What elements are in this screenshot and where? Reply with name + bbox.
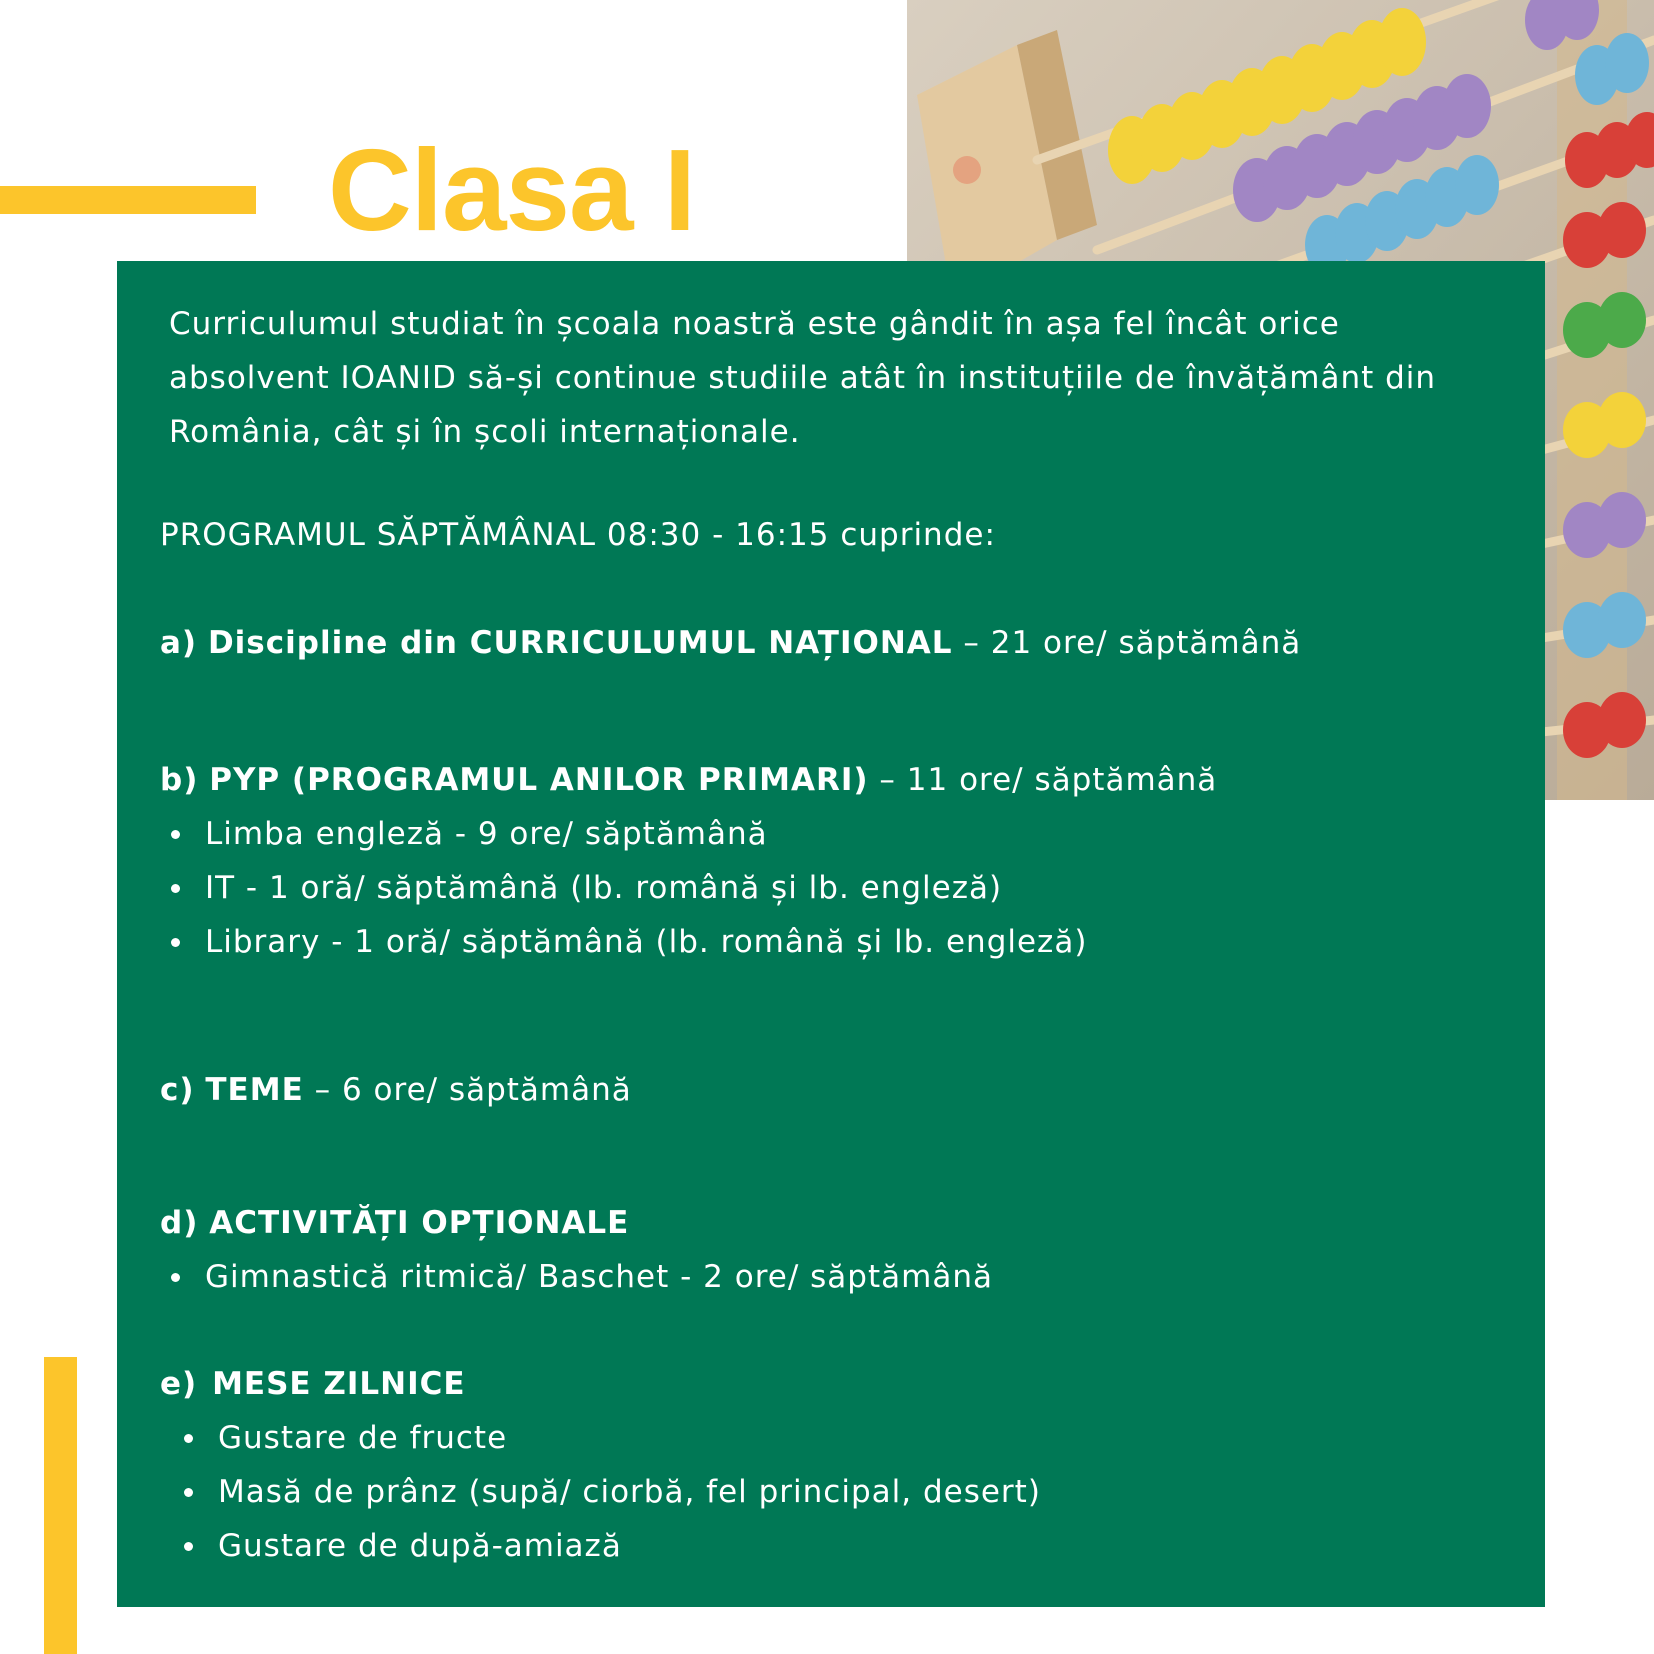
list-item: Library - 1 oră/ săptămână (lb. română și lb. engleză) bbox=[160, 915, 1087, 969]
section-b-letter: b) bbox=[160, 762, 199, 798]
bullet-icon bbox=[184, 1542, 193, 1551]
list-item: Gimnastică ritmică/ Baschet - 2 ore/ săptămână bbox=[160, 1250, 993, 1304]
section-e-letter: e) bbox=[160, 1366, 198, 1402]
accent-line-top bbox=[0, 186, 256, 214]
section-d-letter: d) bbox=[160, 1205, 199, 1241]
bullet-icon bbox=[184, 1434, 193, 1443]
bullet-icon bbox=[184, 1488, 193, 1497]
section-a-title: Discipline din CURRICULUMUL NAȚIONAL bbox=[207, 625, 953, 661]
list-item: Gustare de după-amiază bbox=[173, 1519, 1041, 1573]
bullet-icon bbox=[171, 1273, 180, 1282]
program-heading: PROGRAMUL SĂPTĂMÂNAL 08:30 - 16:15 cuprinde: bbox=[160, 517, 996, 553]
section-c-detail: – 6 ore/ săptămână bbox=[303, 1072, 632, 1108]
section-c bbox=[160, 1063, 632, 1117]
page-title: Clasa I bbox=[328, 125, 695, 255]
section-a-detail: – 21 ore/ săptămână bbox=[952, 625, 1302, 661]
section-b-detail: – 11 ore/ săptămână bbox=[868, 762, 1218, 798]
intro-paragraph: Curriculumul studiat în școala noastră este gândit în așa fel încât orice absolvent IOANID să-și continue studiile atât în instituțiile de învățământ din România, cât și în școli internaționale. bbox=[169, 306, 1437, 450]
list-item: IT - 1 oră/ săptămână (lb. română și lb. engleză) bbox=[160, 861, 1087, 915]
section-e bbox=[160, 1357, 466, 1411]
list-item: Masă de prânz (supă/ ciorbă, fel principal, desert) bbox=[173, 1465, 1041, 1519]
bullet-icon bbox=[171, 938, 180, 947]
list-item: Gustare de fructe bbox=[173, 1411, 1041, 1465]
section-a bbox=[160, 616, 1301, 670]
section-c-title: TEME bbox=[205, 1072, 304, 1108]
accent-line-left bbox=[44, 1357, 77, 1654]
section-e-title: MESE ZILNICE bbox=[212, 1366, 466, 1402]
section-d-list bbox=[160, 1250, 993, 1304]
section-d-title: ACTIVITĂȚI OPȚIONALE bbox=[209, 1205, 630, 1241]
list-item: Limba engleză - 9 ore/ săptămână bbox=[160, 807, 1087, 861]
section-e-list bbox=[173, 1411, 1041, 1573]
section-b-title: PYP (PROGRAMUL ANILOR PRIMARI) bbox=[209, 762, 869, 798]
section-b bbox=[160, 753, 1217, 807]
section-b-list bbox=[160, 807, 1087, 969]
section-a-letter: a) bbox=[160, 625, 198, 661]
bullet-icon bbox=[171, 830, 180, 839]
section-c-letter: c) bbox=[160, 1072, 195, 1108]
bullet-icon bbox=[171, 884, 180, 893]
content-panel bbox=[117, 261, 1545, 1607]
section-d bbox=[160, 1196, 629, 1250]
